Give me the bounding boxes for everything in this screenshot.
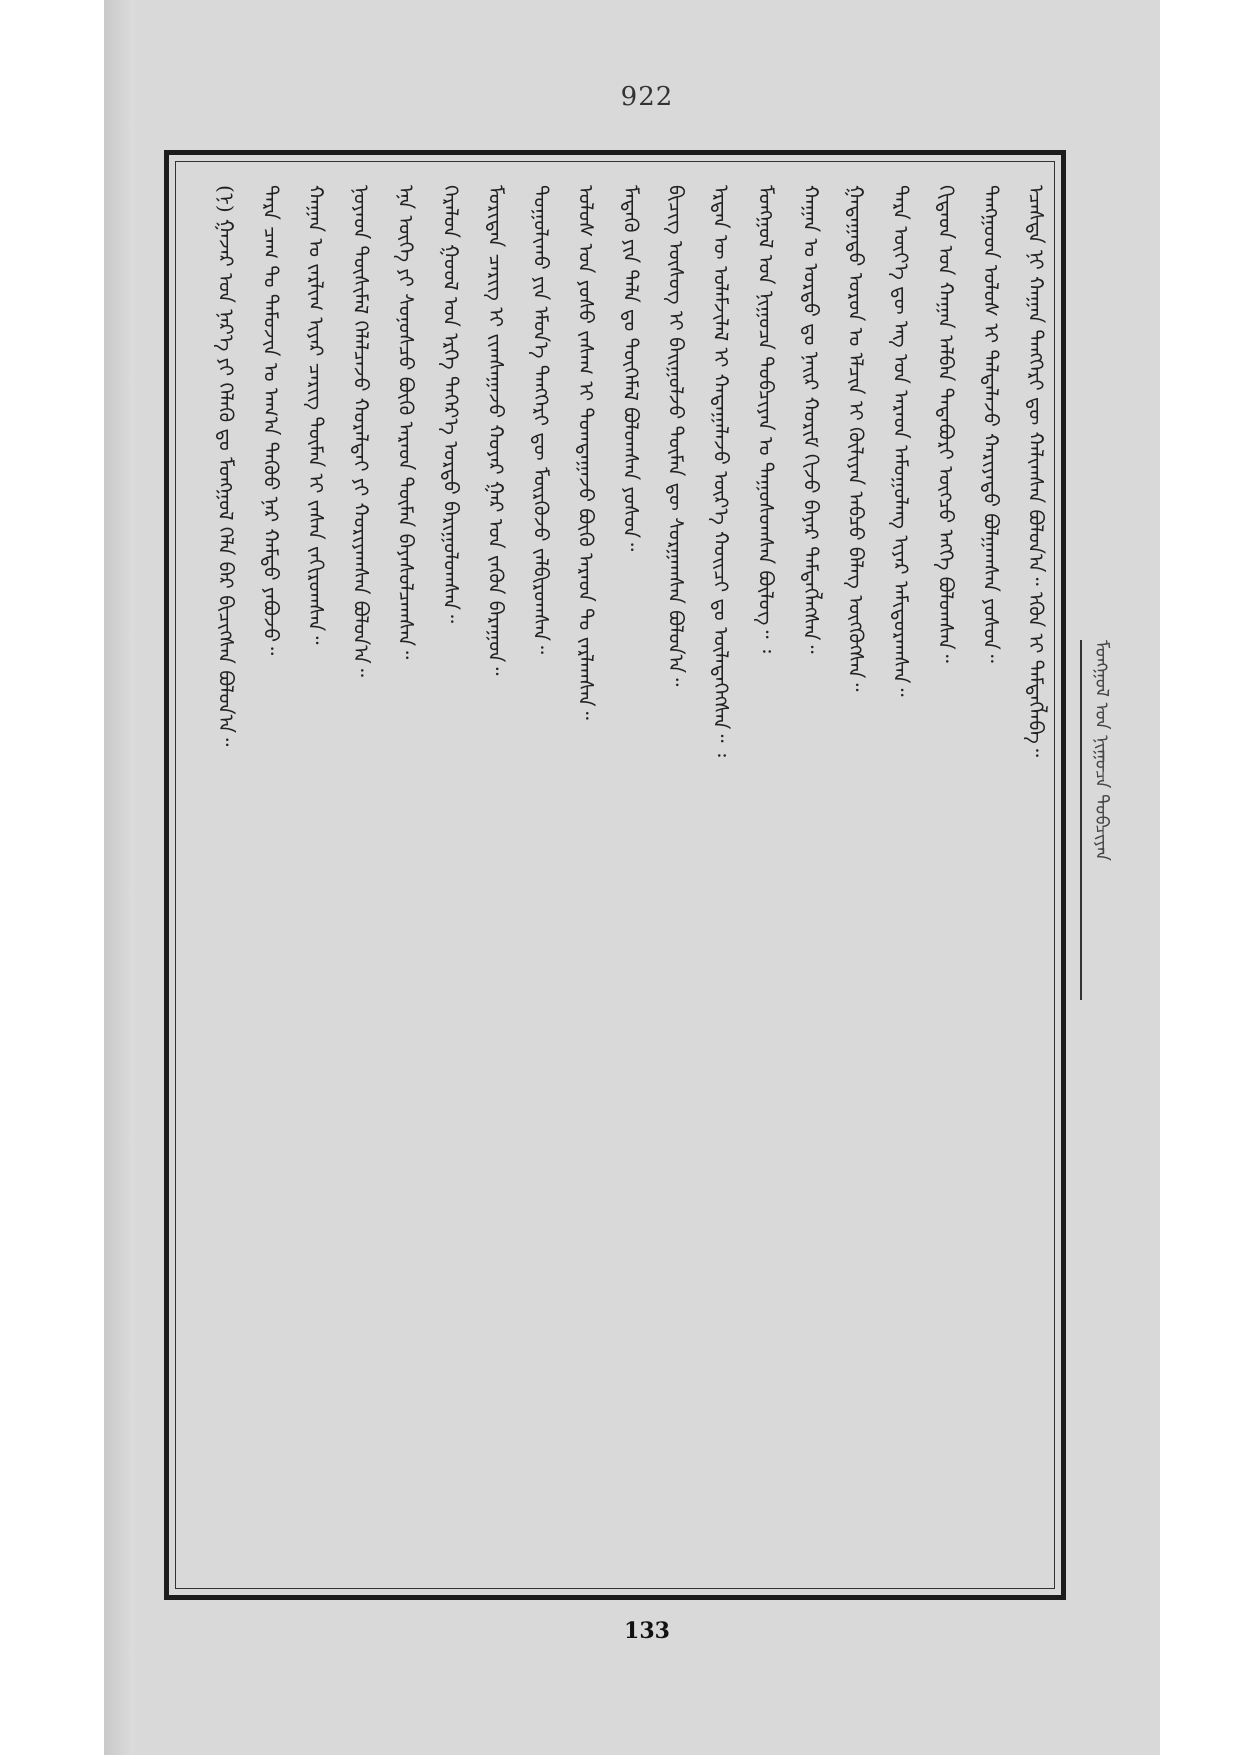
text-column: ᠲᠡᠷᠡ ᠴᠠᠭ ᠲᠤ ᠲᠡᠮᠦᠵᠢᠨ ᠤ ᠠᠬ᠎ᠠ ᠳᠡᠭᠦᠦ ᠨᠠᠷ ᠬᠠᠮᠲᠤ ᠶᠠᠪᠤᠵᠤ᠃ <box>259 185 283 656</box>
running-header: ᠮᠣᠩᠭᠣᠯ ᠤᠨ ᠨᠢᠭᠤᠴᠠ ᠲᠣᠪᠴᠢᠶᠠᠨ <box>1080 640 1116 1000</box>
text-column: ᠡᠨᠡ ᠦᠭᠡ ᠶᠢ ᠰᠣᠨᠣᠰᠴᠤ ᠪᠦᠬᠦ ᠠᠷᠠᠳ ᠲᠦᠮᠡᠨ ᠪᠠᠶᠠᠰᠤᠯᠴᠠᠭᠰᠠᠨ᠃ <box>394 185 418 660</box>
text-column: ᠬᠠᠭᠠᠨ ᠤ ᠣᠷᠳᠣ ᠳᠤ ᠨᠠᠢᠷ ᠬᠤᠷᠢᠮ ᠬᠢᠵᠦ ᠪᠠᠶᠠᠷ ᠲᠡᠮᠳᠡᠭᠯᠡᠭᠰᠡᠨ᠃ <box>799 185 823 654</box>
text-column: ᠨᠣᠶᠠᠳ ᠲᠦᠰᠢᠮᠡᠯ ᠬᠡᠯᠡᠯᠴᠡᠵᠦ ᠬᠤᠷᠠᠯᠳᠠᠢ ᠶᠢ ᠬᠤᠷᠢᠶᠠᠭᠰᠠᠨ ᠪᠣᠯᠤᠨ᠎ᠠ᠃ <box>349 185 373 677</box>
text-column: ᠲᠣᠭᠣᠯᠢᠬᠤ ᠶᠢᠨ ᠡᠮᠦᠨ᠎ᠡ ᠲᠡᠩᠭᠡᠷᠢ ᠳᠦ ᠮᠦᠷᠭᠦᠵᠦ ᠵᠠᠯᠪᠢᠷᠤᠭᠰᠠᠨ᠃ <box>529 185 553 655</box>
text-column: ᠮᠡᠳᠡᠬᠦ ᠶᠢᠨ ᠲᠡᠯᠡ ᠳᠤ ᠲᠦᠭᠡᠮᠡᠯ ᠪᠣᠯᠤᠭᠰᠠᠨ ᠶᠣᠰᠤᠨ᠃ <box>619 185 643 552</box>
text-frame <box>164 150 1066 1600</box>
top-page-number: 922 <box>620 82 674 112</box>
scan-margin-left <box>0 0 104 1755</box>
text-column: ᠤᠯᠤᠰ ᠤᠨ ᠶᠣᠰᠤ ᠵᠠᠰᠠᠭ ᠢ ᠲᠣᠭᠲᠠᠭᠠᠵᠤ ᠪᠦᠬᠦ ᠠᠷᠠᠳ ᠲᠤ ᠵᠠᠷᠯᠠᠭᠰᠠᠨ᠃ <box>574 185 598 720</box>
facing-page-edge <box>104 0 136 1755</box>
text-column: ᠬᠠᠭᠠᠨ ᠤ ᠵᠠᠷᠯᠢᠭ ᠢᠶᠠᠷ ᠴᠡᠷᠢᠭ ᠲᠦᠮᠡᠨ ᠢ ᠵᠠᠰᠠᠨ ᠵᠠᠬᠢᠷᠤᠭᠰᠠᠨ᠃ <box>304 185 328 645</box>
text-column: ᠬᠢᠲᠠᠳ ᠤᠨ ᠬᠠᠭᠠᠨ ᠠᠯᠪᠠᠨ ᠲᠠᠲᠠᠪᠤᠷᠢ ᠥᠭᠴᠦ ᠡᠩᠬᠡ ᠪᠣᠯᠤᠭᠰᠠᠨ᠃ <box>934 185 958 663</box>
mongolian-text-columns <box>189 185 1048 1565</box>
text-column: (ᠨ) ᠭᠠᠵᠠᠷ ᠤᠨ ᠨᠡᠷ᠎ᠡ ᠶᠢ ᠬᠡᠯᠡᠬᠦ ᠳᠤ ᠮᠣᠩᠭᠣᠯ ᠬᠡᠯᠡ ᠪᠡᠷ ᠪᠢᠴᠢᠭᠰᠡᠨ ᠪᠣᠯᠤᠨ᠎ᠠ᠃ <box>214 185 238 747</box>
text-column: ᠲᠠᠩᠭᠤᠳ ᠤᠯᠤᠰ ᠢ ᠳᠠᠯᠳᠠᠯᠠᠵᠤ ᠬᠠᠷᠢᠶᠠᠲᠤ ᠪᠣᠯᠭᠠᠭᠰᠠᠨ ᠶᠣᠰᠤᠨ᠃ <box>979 185 1003 663</box>
bottom-page-number: 133 <box>624 1618 670 1644</box>
text-column: ᠪᠢᠴᠢᠭ ᠦᠰᠦᠭ ᠢ ᠪᠠᠢᠭᠤᠯᠵᠤ ᠲᠦᠮᠡᠨ ᠳᠦ ᠰᠤᠷᠭᠠᠭᠰᠠᠨ ᠪᠣᠯᠤᠨ᠎ᠠ᠃ <box>664 185 688 687</box>
book-page <box>134 0 1160 1755</box>
text-column: ᠭᠠᠳᠠᠭᠠᠳᠤ ᠣᠷᠣᠨ ᠤ ᠡᠯᠴᠢᠨ ᠢ ᠬᠦᠯᠢᠶᠡᠨ ᠠᠪᠴᠤ ᠪᠡᠯᠡᠭ ᠥᠭᠭᠦᠭᠰᠡᠨ᠃ <box>844 185 868 692</box>
text-column: ᠬᠡᠷᠡᠯᠦᠨ ᠭᠣᠣᠯ ᠤᠨ ᠡᠷᠭᠡ ᠳᠡᠭᠡᠷ᠎ᠡ ᠣᠷᠳᠣ ᠪᠠᠷᠢᠭᠤᠯᠤᠭᠰᠠᠨ᠃ <box>439 185 463 624</box>
text-column: ᠡᠷᠲᠡᠨ ᠦ ᠤᠯᠠᠮᠵᠢᠯᠠᠯ ᠢ ᠬᠠᠳᠠᠭᠠᠯᠠᠵᠤ ᠦᠷ᠎ᠡ ᠬᠣᠢᠴᠢ ᠳᠤ ᠦᠯᠡᠳᠡᠭᠡᠭᠰᠡᠨ᠃ ᠄ <box>709 185 733 757</box>
text-column: ᠮᠣᠩᠭᠣᠯ ᠤᠨ ᠨᠢᠭᠤᠴᠠ ᠲᠣᠪᠴᠢᠶᠠᠨ ᠤ ᠳᠠᠭᠤᠰᠤᠭᠰᠠᠨ ᠪᠦᠯᠦᠭ᠃ ᠄ <box>754 185 778 654</box>
text-column: ᠮᠣᠷᠢᠳᠠᠨ ᠴᠡᠷᠢᠭ ᠢ ᠵᠢᠭᠰᠠᠭᠠᠵᠤ ᠬᠣᠶᠠᠷ ᠭᠠᠷ ᠤᠨ ᠵᠡᠭᠦᠨ ᠪᠠᠷᠠᠭᠤᠨ᠃ <box>484 185 508 676</box>
text-column: ᠡᠴᠡᠰᠲᠡ ᠨᠢ ᠬᠠᠭᠠᠨ ᠲᠡᠩᠭᠡᠷᠢ ᠳᠦ ᠬᠠᠯᠢᠭᠰᠠᠨ ᠪᠣᠯᠤᠨ᠎ᠠ᠃ ᠡᠭᠦᠨ ᠢ ᠲᠡᠮᠳᠡᠭᠯᠡᠪᠡ᠃ <box>1024 185 1048 758</box>
scan-margin-right <box>1160 0 1240 1755</box>
text-column: ᠲᠡᠷᠡ ᠦᠶ᠎ᠡ ᠳᠦ ᠡᠩ ᠤᠨ ᠠᠷᠠᠳ ᠠᠮᠤᠭᠤᠯᠠᠩ ᠢᠶᠠᠷ ᠠᠮᠢᠳᠤᠷᠠᠭᠰᠠᠨ᠃ <box>889 185 913 697</box>
